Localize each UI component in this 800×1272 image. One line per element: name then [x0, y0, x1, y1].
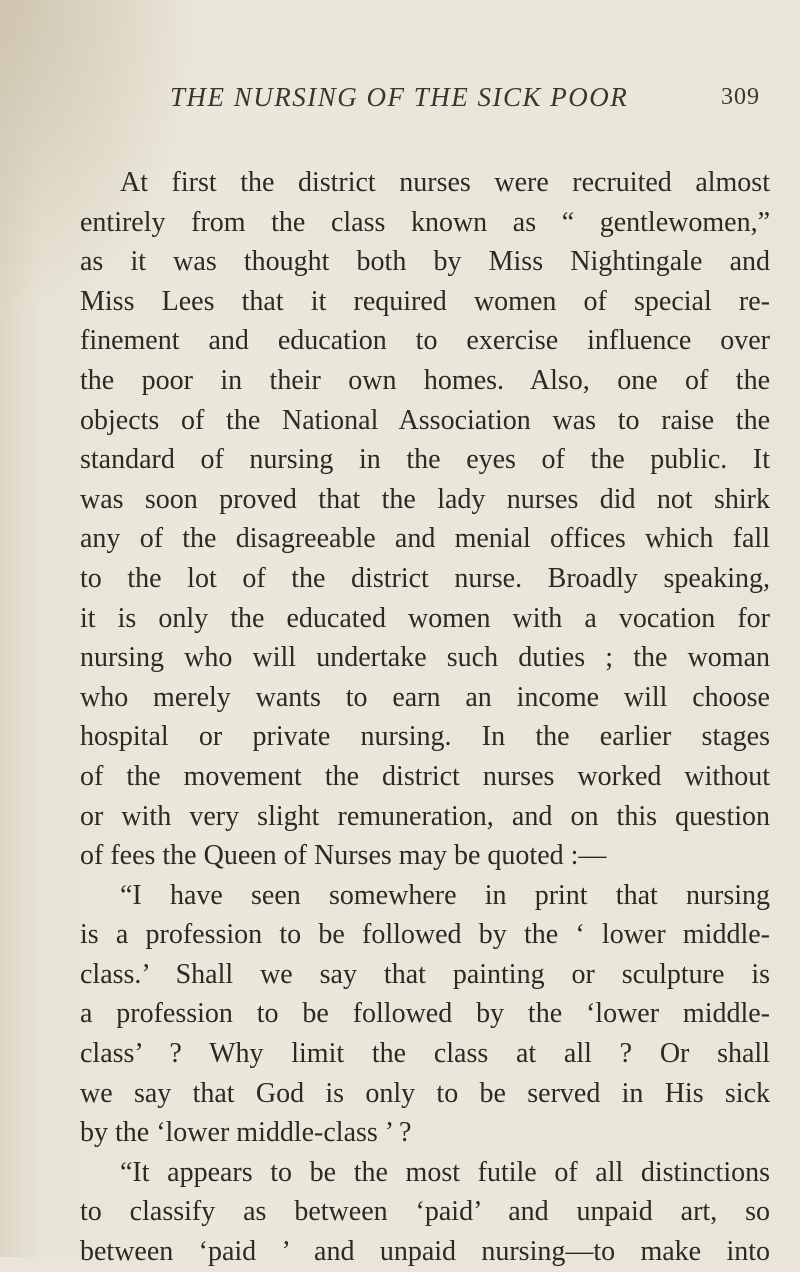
- paragraph-3-line: “It appears to be the most futile of all distinctions: [120, 1156, 770, 1188]
- paragraph-1-line: entirely from the class known as “ gentlewomen,”: [80, 206, 770, 238]
- paragraph-1-line: of fees the Queen of Nurses may be quoted :—: [80, 840, 607, 872]
- paragraph-2-line: is a profession to be followed by the ‘ lower middle-: [80, 919, 770, 951]
- body-text: [80, 163, 770, 1272]
- paragraph-2-line: we say that God is only to be served in His sick: [80, 1077, 770, 1109]
- paragraph-2-line: class.’ Shall we say that painting or sculpture is: [80, 958, 770, 990]
- paragraph-1-line: any of the disagreeable and menial offices which fall: [80, 523, 770, 555]
- paragraph-1-line: or with very slight remuneration, and on this question: [80, 800, 770, 832]
- paragraph-1-line: At first the district nurses were recruited almost: [120, 167, 770, 198]
- page-number: 309: [721, 84, 760, 110]
- paragraph-3-line: between ‘paid ’ and unpaid nursing—to make into: [80, 1236, 770, 1268]
- paragraph-1-line: finement and education to exercise influence over: [80, 325, 770, 357]
- running-title: THE NURSING OF THE SICK POOR: [170, 82, 629, 112]
- paragraph-1-line: was soon proved that the lady nurses did not shirk: [80, 483, 770, 515]
- paragraph-1-line: of the movement the district nurses worked without: [80, 760, 770, 792]
- paragraph-2-line: “I have seen somewhere in print that nursing: [120, 879, 770, 911]
- paragraph-3-line: to classify as between ‘paid’ and unpaid art, so: [80, 1196, 770, 1228]
- paragraph-2-line: by the ‘lower middle-class ’ ?: [80, 1117, 412, 1149]
- paragraph-1-line: the poor in their own homes. Also, one of the: [80, 364, 770, 396]
- paragraph-1-line: hospital or private nursing. In the earlier stages: [80, 721, 770, 753]
- paragraph-1-line: standard of nursing in the eyes of the public. It: [80, 444, 770, 476]
- running-head: [170, 82, 760, 122]
- paragraph-1-line: to the lot of the district nurse. Broadly speaking,: [80, 562, 770, 594]
- paragraph-1-line: Miss Lees that it required women of special re-: [80, 285, 770, 317]
- paragraph-2-line: a profession to be followed by the ‘lower middle-: [80, 998, 770, 1030]
- paragraph-2-line: class’ ? Why limit the class at all ? Or shall: [80, 1038, 770, 1070]
- paragraph-1-line: objects of the National Association was to raise the: [80, 404, 770, 436]
- paragraph-1-line: who merely wants to earn an income will choose: [80, 681, 770, 713]
- paragraph-1-line: as it was thought both by Miss Nightingale and: [80, 246, 770, 278]
- paragraph-1-line: nursing who will undertake such duties ; the woman: [80, 642, 770, 674]
- paragraph-1-line: it is only the educated women with a vocation for: [80, 602, 770, 634]
